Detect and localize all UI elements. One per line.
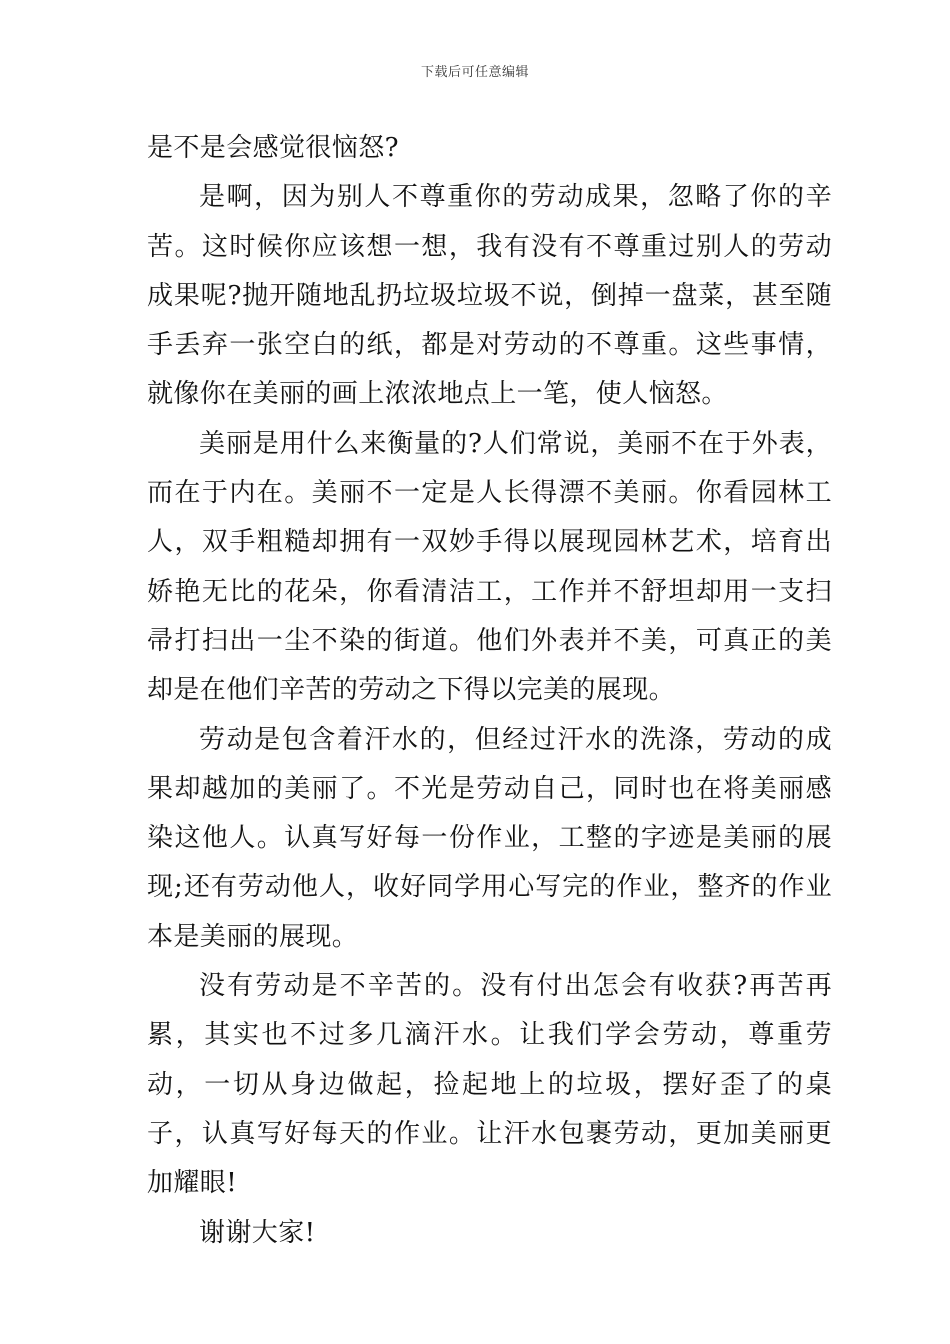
paragraph-respect: 是啊，因为别人不尊重你的劳动成果，忽略了你的辛苦。这时候你应该想一想，我有没有不尊重过别人的劳动成果呢?抛开随地乱扔垃圾垃圾不说，倒掉一盘菜，甚至随手丢弃一张空白的纸，都是对劳动的不尊重。这些事情，就像你在美丽的画上浓浓地点上一笔，使人恼怒。 <box>147 182 832 410</box>
paragraph-beauty: 美丽是用什么来衡量的?人们常说，美丽不在于外表，而在于内在。美丽不一定是人长得漂不美丽。你看园林工人，双手粗糙却拥有一双妙手得以展现园林艺术，培育出娇艳无比的花朵，你看清洁工，工作并不舒坦却用一支扫帚打扫出一尘不染的街道。他们外表并不美，可真正的美却是在他们辛苦的劳动之下得以完美的展现。 <box>147 428 832 706</box>
paragraph-conclusion: 没有劳动是不辛苦的。没有付出怎会有收获?再苦再累，其实也不过多几滴汗水。让我们学会劳动，尊重劳动，一切从身边做起，捡起地上的垃圾，摆好歪了的桌子，认真写好每天的作业。让汗水包裹劳动，更加美丽更加耀眼! <box>147 971 832 1199</box>
page-header: 下载后可任意编辑 <box>420 65 529 80</box>
document-body <box>147 124 832 1258</box>
paragraph-thanks: 谢谢大家! <box>199 1217 316 1248</box>
paragraph-sweat: 劳动是包含着汗水的，但经过汗水的洗涤，劳动的成果却越加的美丽了。不光是劳动自己，同时也在将美丽感染这他人。认真写好每一份作业，工整的字迹是美丽的展现;还有劳动他人，收好同学用心写完的作业，整齐的作业本是美丽的展现。 <box>147 724 832 952</box>
paragraph-continuation: 是不是会感觉很恼怒? <box>147 133 399 163</box>
